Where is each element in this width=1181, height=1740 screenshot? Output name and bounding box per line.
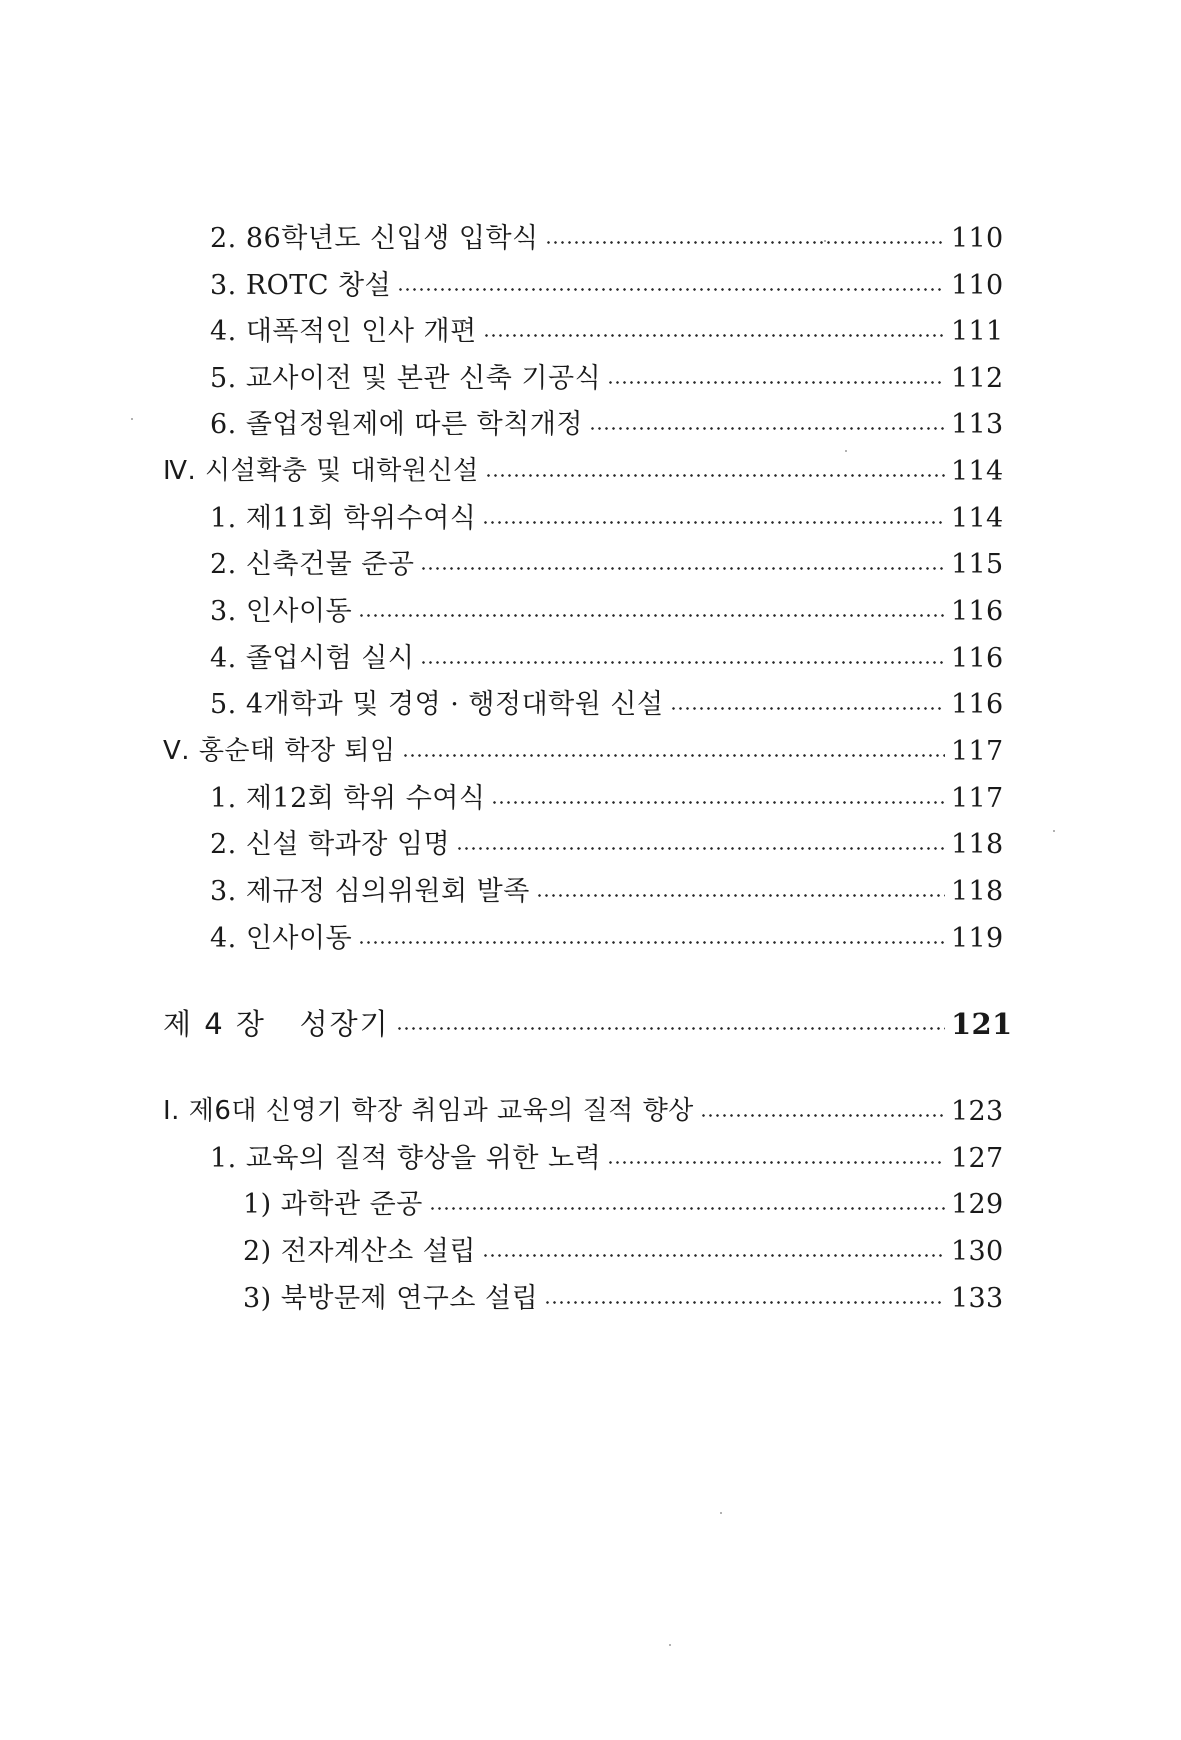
dot-leader	[482, 1254, 945, 1257]
toc-entry-title: 4. 졸업시험 실시	[210, 642, 415, 674]
toc-entry-page: 118	[951, 875, 1004, 907]
toc-entry-title: 3. 인사이동	[210, 595, 353, 627]
toc-entry-page: 118	[951, 828, 1004, 860]
toc-entry-page: 119	[951, 922, 1004, 954]
toc-entry-page: 112	[951, 362, 1004, 394]
dot-leader	[589, 427, 945, 430]
scan-speck	[720, 1512, 722, 1514]
toc-entry	[0, 309, 1181, 353]
dot-leader	[429, 1207, 945, 1210]
toc-section-page: 117	[951, 735, 1004, 767]
dot-leader	[483, 334, 945, 337]
toc-entry-page: 127	[951, 1142, 1004, 1174]
toc-entry	[0, 542, 1181, 586]
dot-leader	[536, 894, 945, 897]
toc-entry-page: 115	[951, 548, 1004, 580]
scan-speck	[824, 240, 826, 242]
toc-section-page: 114	[951, 455, 1004, 487]
toc-entry-page: 116	[951, 595, 1004, 627]
toc-entry	[0, 682, 1181, 726]
dot-leader	[397, 288, 945, 291]
toc-entry-page: 110	[951, 269, 1004, 301]
toc-entry	[0, 589, 1181, 633]
toc-entry-page: 117	[951, 782, 1004, 814]
toc-subentry	[0, 1182, 1181, 1226]
dot-leader	[670, 707, 945, 710]
toc-entry-title: 1. 제11회 학위수여식	[210, 502, 477, 534]
dot-leader	[358, 614, 945, 617]
toc-subentry-title: 2) 전자계산소 설립	[243, 1235, 476, 1267]
scan-speck	[845, 450, 847, 452]
toc-entry	[0, 636, 1181, 680]
toc-entry	[0, 916, 1181, 960]
dot-leader	[485, 474, 945, 477]
toc-subentry-page: 130	[951, 1235, 1004, 1267]
toc-entry-page: 116	[951, 688, 1004, 720]
toc-entry	[0, 776, 1181, 820]
toc-section	[0, 449, 1181, 493]
toc-chapter	[0, 1002, 1181, 1046]
toc-section	[0, 1089, 1181, 1133]
toc-entry	[0, 402, 1181, 446]
toc-entry-title: 1. 교육의 질적 향상을 위한 노력	[210, 1142, 602, 1174]
scan-speck	[1053, 830, 1055, 832]
toc-subentry	[0, 1229, 1181, 1273]
toc-subentry-title: 1) 과학관 준공	[243, 1188, 423, 1220]
toc-chapter-title: 제 4 장 성장기	[163, 1006, 390, 1041]
toc-entry-title: 4. 인사이동	[210, 922, 353, 954]
dot-leader	[607, 381, 945, 384]
toc-chapter-page: 121	[951, 1006, 1013, 1041]
toc-entry-page: 111	[951, 315, 1004, 347]
toc-entry	[0, 263, 1181, 307]
dot-leader	[700, 1114, 945, 1117]
toc-entry-title: 3. 제규정 심의위원회 발족	[210, 875, 530, 907]
toc-entry	[0, 356, 1181, 400]
toc-entry-title: 1. 제12회 학위 수여식	[210, 782, 486, 814]
scan-speck	[131, 418, 133, 420]
toc-subentry-page: 133	[951, 1282, 1004, 1314]
toc-entry	[0, 1136, 1181, 1180]
toc-entry-title: 2. 신설 학과장 임명	[210, 828, 451, 860]
toc-entry-page: 114	[951, 502, 1004, 534]
dot-leader	[482, 521, 945, 524]
toc-subentry-page: 129	[951, 1188, 1004, 1220]
toc-section-title: Ⅴ. 홍순태 학장 퇴임	[163, 736, 396, 766]
toc-entry-title: 5. 4개학과 및 경영 · 행정대학원 신설	[210, 688, 664, 720]
toc-entry	[0, 496, 1181, 540]
dot-leader	[402, 754, 945, 757]
toc-entry-page: 113	[951, 408, 1004, 440]
toc-section-title: Ⅰ. 제6대 신영기 학장 취임과 교육의 질적 향상	[163, 1096, 694, 1126]
toc-entry-title: 4. 대폭적인 인사 개편	[210, 315, 477, 347]
toc-entry	[0, 822, 1181, 866]
toc-entry-title: 3. ROTC 창설	[210, 269, 392, 301]
toc-entry-page: 116	[951, 642, 1004, 674]
toc-subentry	[0, 1276, 1181, 1320]
toc-section-page: 123	[951, 1095, 1004, 1127]
toc-entry	[0, 216, 1181, 260]
dot-leader	[456, 847, 945, 850]
toc-entry-title: 6. 졸업정원제에 따른 학칙개정	[210, 408, 583, 440]
dot-leader	[544, 1301, 945, 1304]
dot-leader	[396, 1027, 945, 1030]
toc-entry-title: 2. 86학년도 신입생 입학식	[210, 222, 539, 254]
toc-entry-page: 110	[951, 222, 1004, 254]
dot-leader	[607, 1161, 945, 1164]
toc-section-title: Ⅳ. 시설확충 및 대학원신설	[163, 456, 479, 486]
dot-leader	[491, 801, 945, 804]
toc-section	[0, 729, 1181, 773]
toc-entry-title: 5. 교사이전 및 본관 신축 기공식	[210, 362, 602, 394]
dot-leader	[420, 661, 945, 664]
toc-entry	[0, 869, 1181, 913]
scan-speck	[669, 1644, 671, 1646]
dot-leader	[358, 941, 945, 944]
dot-leader	[420, 567, 945, 570]
toc-entry-title: 2. 신축건물 준공	[210, 548, 415, 580]
dot-leader	[545, 241, 945, 244]
toc-subentry-title: 3) 북방문제 연구소 설립	[243, 1282, 539, 1314]
